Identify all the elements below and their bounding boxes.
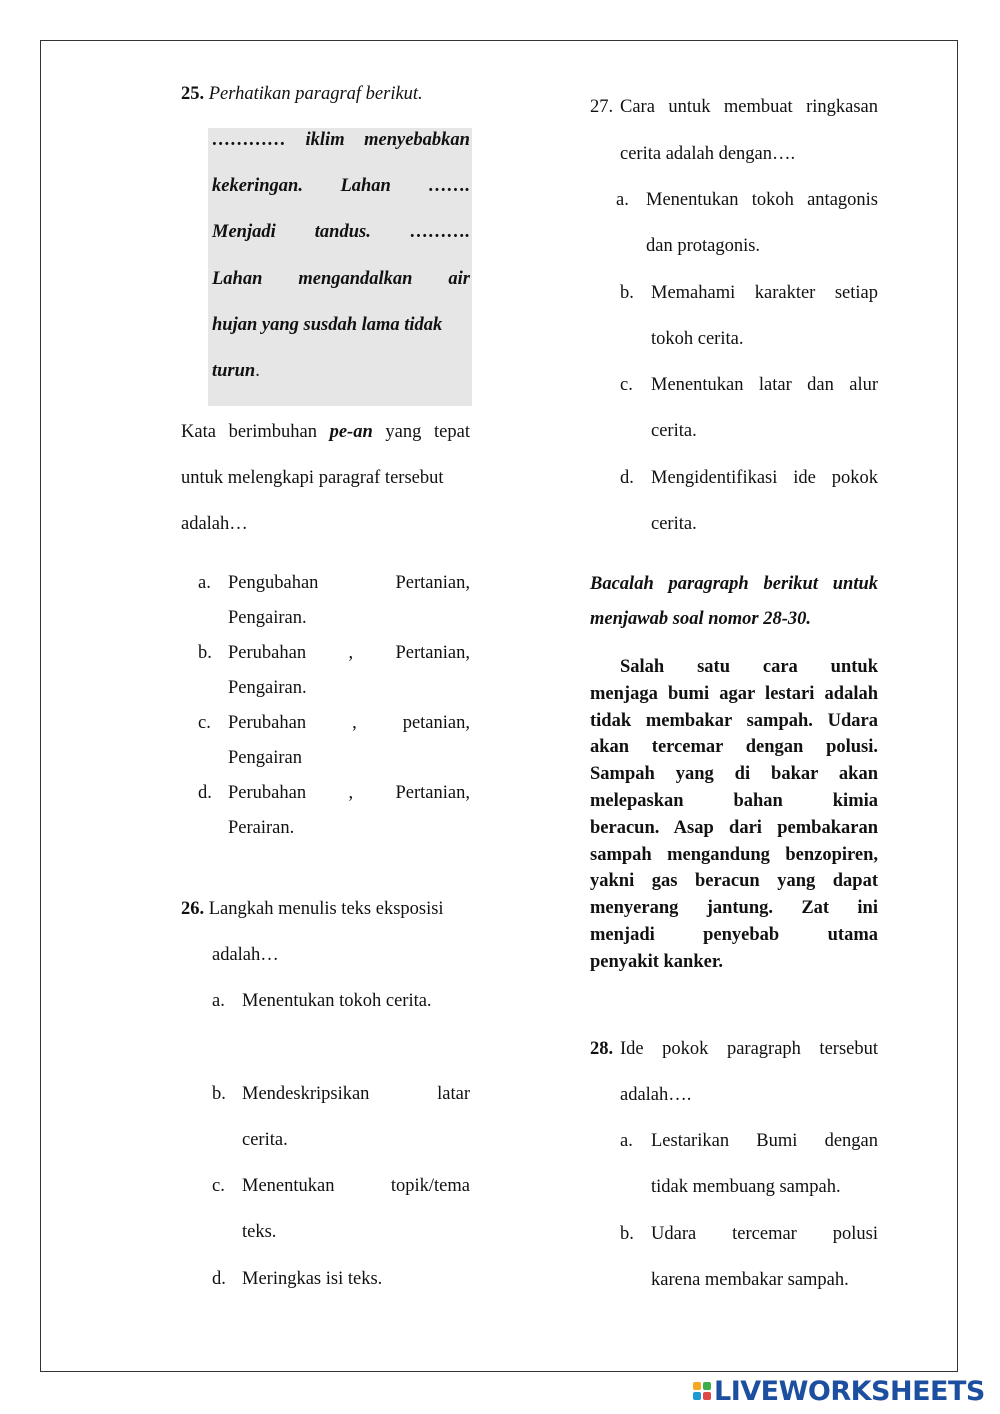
option-text: cerita. (651, 513, 697, 534)
option-text: Pengairan. (228, 608, 307, 628)
option-letter: b. (212, 1083, 226, 1104)
option-text-word: , (348, 643, 354, 663)
option-text (228, 783, 470, 804)
passage-punct: . (255, 361, 260, 381)
question-27-number: 27. (590, 97, 614, 117)
passage-line (212, 222, 470, 243)
passage-line-word: mengandalkan (298, 268, 413, 289)
reading-line: menjaga bumi agar lestari adalah (590, 683, 878, 704)
passage-line-word: Lahan (212, 268, 263, 289)
reading-line: yakni gas beracun yang dapat (590, 871, 878, 892)
passage-line-word: menyebabkan (364, 130, 470, 150)
option-text-word: Perubahan (228, 713, 307, 733)
question-27-line: cerita adalah dengan…. (620, 144, 796, 164)
emphasis-affix: pe-an (329, 422, 373, 442)
question-number: 25. (181, 84, 205, 104)
passage-line-word: ………… (212, 130, 286, 150)
question-28-line: Ide pokok paragraph tersebut (620, 1039, 878, 1059)
question-number: 26. (181, 899, 205, 919)
liveworksheets-logo (693, 1374, 985, 1408)
question-26-line: adalah… (212, 945, 279, 965)
passage-line-word: ……. (428, 176, 470, 197)
option-letter: a. (616, 190, 629, 210)
reading-line: tidak membakar sampah. Udara (590, 710, 878, 731)
option-text (242, 1084, 470, 1105)
option-text: Udara tercemar polusi (651, 1224, 878, 1244)
option-text (228, 573, 470, 594)
option-text: Mengidentifikasi ide pokok (651, 467, 878, 488)
option-text-word: Meringkas isi teks. (242, 1268, 383, 1289)
reading-line: menjadi penyebab utama (590, 925, 878, 945)
question-text: Langkah menulis teks eksposisi (208, 899, 444, 919)
question-25-prompt (181, 84, 423, 105)
option-text: cerita. (242, 1129, 288, 1150)
logo-mark-square (703, 1382, 711, 1390)
option-text-word: topik/tema (390, 1176, 470, 1196)
option-text-word: Menentukan (242, 1176, 335, 1196)
option-letter: a. (212, 991, 225, 1011)
option-letter: b. (620, 1224, 634, 1244)
logo-mark-square (693, 1392, 701, 1400)
option-letter: b. (198, 643, 212, 663)
logo-mark-square (703, 1392, 711, 1400)
option-text-word: Perubahan (228, 783, 307, 803)
option-letter: a. (620, 1131, 633, 1151)
question-text: Perhatikan paragraf berikut. (208, 84, 423, 104)
logo-mark-icon (693, 1382, 711, 1400)
reading-line: beracun. Asap dari pembakaran (590, 817, 878, 838)
reading-line: Salah satu cara untuk (620, 657, 878, 677)
option-text-word: , (352, 713, 357, 733)
option-text (242, 1176, 470, 1197)
instruction-line: menjawab soal nomor 28-30. (590, 609, 811, 629)
passage-word: turun (212, 361, 256, 381)
passage-line-word: kekeringan. (212, 176, 303, 197)
option-text-word: Perubahan (228, 643, 307, 663)
option-text-word: latar (437, 1083, 470, 1104)
option-letter: c. (212, 1176, 225, 1196)
option-text: karena membakar sampah. (651, 1270, 849, 1290)
passage-line-word: hujan yang susdah lama tidak (212, 314, 443, 335)
question-28-number: 28. (590, 1039, 614, 1059)
option-text-word: Pertanian, (395, 573, 470, 593)
reading-line: menyerang jantung. Zat ini (590, 898, 878, 919)
option-text: teks. (242, 1222, 277, 1242)
passage-line-word: air (448, 268, 470, 289)
option-text-word: Mendeskripsikan (242, 1083, 370, 1104)
logo-text: LIVEWORKSHEETS (714, 1375, 985, 1407)
option-text: Pengairan (228, 748, 302, 768)
option-text: Menentukan tokoh antagonis (646, 190, 878, 210)
question-25-stem-line: untuk melengkapi paragraf tersebut (181, 468, 444, 488)
passage-line-word: iklim (305, 130, 345, 150)
reading-line: Sampah yang di bakar akan (590, 764, 878, 785)
passage-line (212, 315, 470, 336)
question-28-line: adalah…. (620, 1085, 692, 1105)
option-text-word: Pertanian, (395, 643, 470, 663)
instruction-line: Bacalah paragraph berikut untuk (590, 574, 878, 594)
question-25-stem-line: adalah… (181, 514, 248, 534)
passage-line (212, 269, 470, 290)
option-letter: c. (620, 375, 633, 395)
option-text-word: Menentukan tokoh cerita. (242, 991, 432, 1011)
option-letter: d. (620, 467, 634, 488)
option-text: Memahami karakter setiap (651, 282, 878, 303)
option-text (242, 1269, 470, 1290)
option-letter: d. (198, 783, 212, 803)
passage-line-word: Menjadi (212, 222, 276, 243)
option-letter: c. (198, 713, 211, 733)
option-text (228, 643, 470, 664)
reading-line: melepaskan bahan kimia (590, 791, 878, 811)
option-text: Perairan. (228, 818, 295, 838)
option-letter: d. (212, 1268, 226, 1289)
option-text-word: Pengubahan (228, 573, 319, 593)
option-text: cerita. (651, 421, 697, 441)
passage-line-word: ………. (409, 222, 470, 243)
logo-mark-square (693, 1382, 701, 1390)
option-letter: a. (198, 573, 211, 593)
option-letter: b. (620, 282, 634, 303)
passage-line (212, 176, 470, 197)
reading-line: sampah mengandung benzopiren, (590, 844, 878, 865)
option-text-word: , (348, 783, 354, 803)
option-text-word: petanian, (402, 713, 470, 733)
option-text (242, 991, 470, 1012)
passage-line (212, 361, 260, 382)
option-text-word: Pertanian, (395, 783, 470, 803)
option-text: dan protagonis. (646, 236, 761, 256)
option-text: Pengairan. (228, 678, 307, 698)
option-text: tidak membuang sampah. (651, 1177, 841, 1197)
reading-line: akan tercemar dengan polusi. (590, 737, 878, 758)
option-text (228, 713, 470, 734)
passage-line (212, 130, 470, 151)
reading-line: penyakit kanker. (590, 951, 723, 972)
option-text: tokoh cerita. (651, 328, 744, 349)
page-border (40, 40, 958, 1372)
passage-line-word: Lahan (340, 176, 391, 197)
question-27-line: Cara untuk membuat ringkasan (620, 97, 878, 117)
question-25-stem-line: Kata berimbuhan pe-an yang tepat (181, 422, 470, 442)
option-text: Lestarikan Bumi dengan (651, 1131, 878, 1151)
question-26-line (181, 899, 444, 920)
option-text: Menentukan latar dan alur (651, 375, 878, 395)
passage-line-word: tandus. (314, 222, 371, 243)
